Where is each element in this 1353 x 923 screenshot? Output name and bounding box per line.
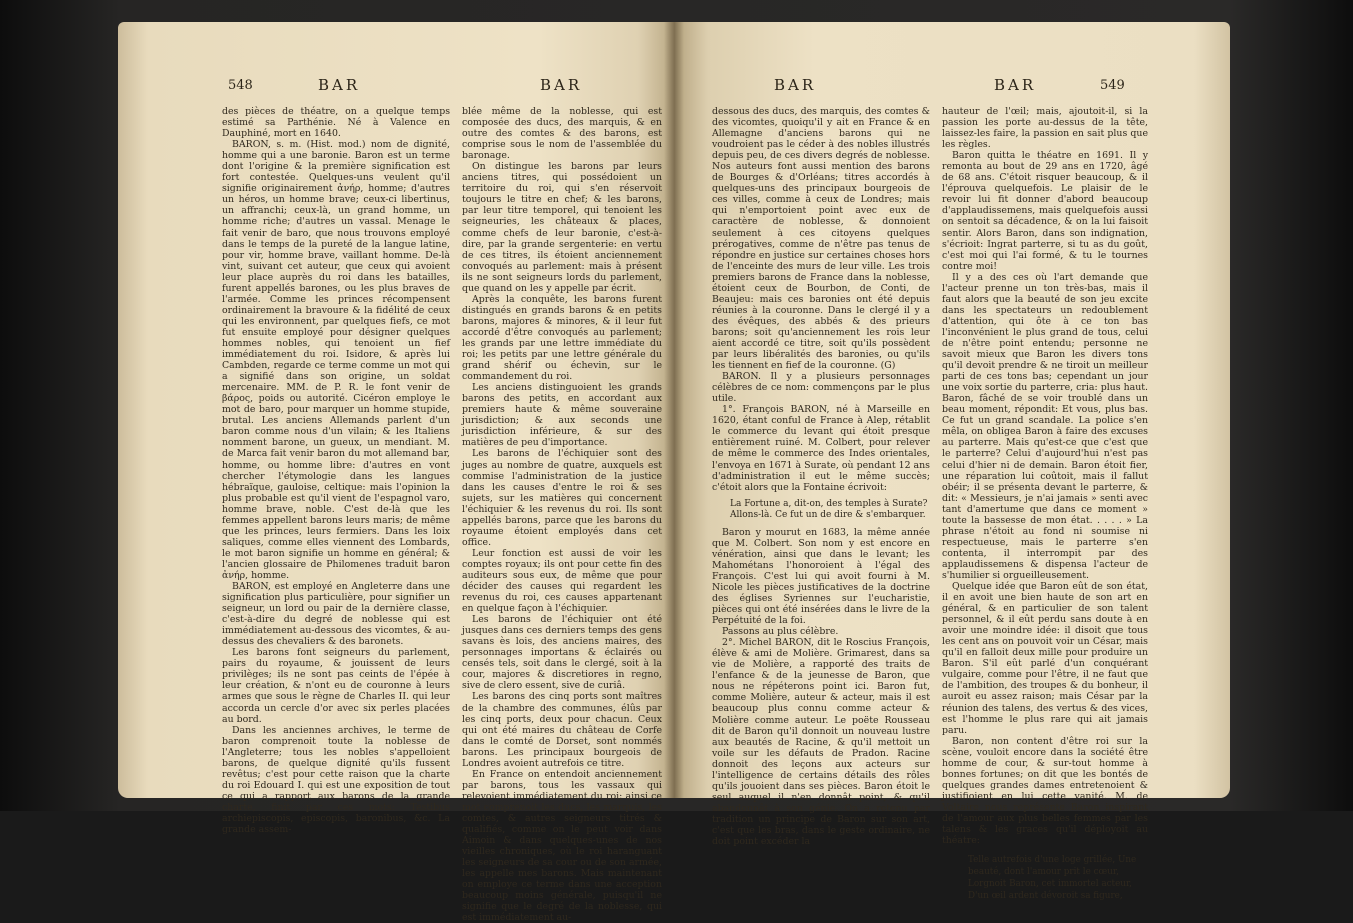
left-header-word-1: BAR xyxy=(318,76,361,94)
paragraph: Il y a des ces où l'art demande que l'acteur prenne un ton très-bas, mais il faut alors que la beauté de son jeu excite dans les spectateurs un redoublement d'attention, qui ôte à ce ton bas l'inconvénient le plus grand de tous, celui de n'être point entendu; personne ne savoit mieux que Baron les divers tons qu'il devoit prendre & ne tiroit un meilleur parti de ces tons bas; cependant un jour une voix sortie du parterre, cria: plus haut. Baron, fâché de se voir troublé dans un beau moment, répondit: Et vous, plus bas. Ce fut un grand scandale. La police s'en mêla, on obligea Baron à faire des excuses au parterre. Mais qu'est-ce que c'est que le parterre? Celui d'aujourd'hui n'est pas celui d'hier ni de demain. Baron étoit fier, une réparation lui coûtoit, mais il fallut obéir; il se présenta devant le parterre, & dit: « Messieurs, je n'ai jamais » senti avec tant d'amertume que dans ce moment » toute la bassesse de mon état. . . . . » La phrase n'étoit au fond ni soumise ni respectueuse, mais le parterre s'en contenta, il interrompit par des applaudissemens & dispensa l'acteur de s'humilier si orgueilleusement. xyxy=(942,271,1148,581)
verse-quote: La Fortune a, dit-on, des temples à Surate? Allons-là. Ce fut un de dire & s'embarquer. xyxy=(730,498,928,520)
paragraph: Dans les anciennes archives, le terme de baron comprenoit toute la noblesse de l'Angleterre; tous les nobles s'appelloient barons, de quelque dignité qu'ils fussent revêtus; c'est pour cette raison que la charte du roi Edouard I. qui est une exposition de tout ce qui a rapport aux barons de la grande charte, finit par ces mots: Testibus archiepiscopis, episcopis, baronibus, &c. La grande assem- xyxy=(222,724,450,836)
paragraph: Les barons de l'échiquier ont été jusques dans ces derniers temps des gens savans ès lois, des anciens maires, des personnages importans & éclairés ou censés tels, soit dans le clergé, soit à la cour, majores & discretiores in regno, sive de clero essent, sive de curiâ. xyxy=(462,614,662,692)
paragraph: Passons au plus célèbre. xyxy=(722,626,839,638)
paragraph: Après la conquête, les barons furent distingués en grands barons & en petits barons, majores & minores, & il leur fut accordé d'être convoqués au parlement; les grands par une lettre immédiate du roi; les petits par une lettre générale du grand shérif ou échevin, sur le commandement du roi. xyxy=(462,293,662,383)
paragraph: blée même de la noblesse, qui est composée des ducs, des marquis, & en outre des comtes & des barons, est comprise sous le nom de l'assemblée du baronage. xyxy=(462,106,662,162)
paragraph: En France on entendoit anciennement par barons, tous les vassaux qui relevoient immédiatement du roi; ainsi ce mot comprenoit les ducs, les marquis, les comtes, & autres seigneurs titrés & qualifiés, comme on le peut voir dans Aimoin & dans quelques-unes de nos vieilles chroniques, où le roi haranguant les seigneurs de sa cour ou de son armée, les appelle mes barons. Mais maintenant on employe ce terme dans une acception beaucoup moins générale, puisqu'il ne signifie que le degré de la noblesse, qui est immédiatement au- xyxy=(462,768,662,923)
paragraph: 2°. Michel BARON, dit le Roscius François, élève & ami de Molière. Grimarest, dans sa vie de Molière, a rapporté des traits de l'enfance & de la jeunesse de Baron, que nous ne répéterons point ici. Baron fut, comme Molière, auteur & acteur, mais il est beaucoup plus connu comme acteur & Molière comme auteur. Le poëte Rousseau dit de Baron qu'il donnoit un nouveau lustre aux beautés de Racine, & qu'il mettoit un voile sur les défauts de Pradon. Racine donnoit des leçons aux acteurs sur l'intelligence de certains détails des rôles qu'ils jouoient dans ses pièces. Baron étoit le seul auquel il n'en donnât point, & qu'il abandonnât à son génie. On a retenu par tradition un principe de Baron sur son art, c'est que les bras, dans le geste ordinaire, ne doit point excéder la xyxy=(712,637,930,848)
right-page xyxy=(674,22,1230,902)
paragraph: Baron, non content d'être roi sur la scène, vouloit encore dans la société être homme de cour, & sur-tout homme à bonnes fortunes; on dit que les bontés de quelques grandes dames entretenoient & justifioient en lui cette vanité. M. de Voltaire nous représente Baron inspirant de l'amour aux plus belles femmes par les talens & les graces qu'il déployoit au théatre: xyxy=(942,735,1148,847)
open-book xyxy=(118,22,1230,923)
paragraph: Les barons des cinq ports sont maîtres de la chambre des communes, élûs par les cinq ports, deux pour chacun. Ceux qui ont été maires du château de Corfe dans le comté de Dorset, sont nommés barons. Les principaux bourgeois de Londres avoient autrefois ce titre. xyxy=(462,691,662,769)
book-gutter xyxy=(664,22,684,798)
right-column-1 xyxy=(712,106,930,848)
left-running-head xyxy=(118,78,674,100)
paragraph: hauteur de l'œil; mais, ajoutoit-il, si la passion les porte au-dessus de la tête, laissez-les faire, la passion en sait plus que les règles. xyxy=(942,106,1148,151)
paragraph: BARON. Il y a plusieurs personnages célèbres de ce nom: commençons par le plus utile. xyxy=(712,371,930,405)
paragraph: Baron quitta le théatre en 1691. Il y remonta au bout de 29 ans en 1720, âgé de 68 ans. C'étoit risquer beaucoup, & il l'éprouva quelquefois. Le plaisir de le revoir lui fit donner d'abord beaucoup d'applaudissemens, mais quelquefois aussi on sentoit sa décadence, & on la lui faisoit sentir. Alors Baron, dans son indignation, s'écrioit: Ingrat parterre, si tu as du goût, c'est moi qui l'ai formé, & tu le tournes contre moi! xyxy=(942,150,1148,272)
paragraph: BARON, est employé en Angleterre dans une signification plus particulière, pour signifier un seigneur, un lord ou pair de la dernière classe, c'est-à-dire du degré de noblesse qui est immédiatement au-dessous des vicomtes, & au-dessus des chevaliers & des baronets. xyxy=(222,581,450,648)
left-page-number: 548 xyxy=(228,78,253,93)
paragraph: BARON, s. m. (Hist. mod.) nom de dignité, homme qui a une baronie. Baron est un terme dont l'origine & la première signification est fort contestée. Quelques-uns veulent qu'il signifie originairement ἀνήρ, homme; d'autres un héros, un homme brave; ceux-ci libertinus, un affranchi; ceux-là, un grand homme, un homme riche; d'autres un vassal. Menage le fait venir de baro, que nous trouvons employé dans le temps de la pureté de la langue latine, pour vir, homme brave, vaillant homme. De-là vint, suivant cet auteur, que ceux qui avoient leur place auprès du roi dans les batailles, furent appellés barones, ou les plus braves de l'armée. Comme les princes récompensent ordinairement la bravoure & la fidélité de ceux qui les environnent, par quelques fiefs, ce mot fut ensuite employé pour désigner quelques hommes nobles, qui tenoient un fief immédiatement du roi. Isidore, & après lui Cambden, regarde ce terme comme un mot qui a signifié dans son origine, un soldat mercenaire. MM. de P. R. le font venir de βάρος, poids ou autorité. Cicéron employe le mot de baro, pour marquer un homme stupide, brutal. Les anciens Allemands parlent d'un baron comme nous d'un vilain; & les Italiens nomment barone, un gueux, un mendiant. M. de Marca fait venir baron du mot allemand bar, homme, ou homme libre: d'autres en vont chercher l'étymologie dans les langues hébraïque, gauloise, celtique: mais l'opinion la plus probable est qu'il vient de l'espagnol varo, homme brave, noble. C'est de-là que les femmes appellent barons leurs maris; de même que les princes, leurs fermiers. Dans les loix saliques, comme elles viennent des Lombards, le mot baron signifie un homme en général; & l'ancien glossaire de Philomenes traduit baron ἀνήρ, homme. xyxy=(222,139,450,581)
right-header-word-2: BAR xyxy=(994,76,1037,94)
left-page xyxy=(118,22,674,923)
paragraph: On distingue les barons par leurs anciens titres, qui possédoient un territoire du roi, qui s'en réservoit toujours le titre en chef; & les barons, par leur titre temporel, qui tenoient les seigneuries, les châteaux & places, comme chefs de leur baronie, c'est-à-dire, par la grande sergenterie: en vertu de ces titres, ils étoient anciennement convoqués au parlement: mais à présent ils ne sont seigneurs lords du parlement, que quand on les y appelle par écrit. xyxy=(462,161,662,294)
left-column-2 xyxy=(462,106,662,923)
left-column-1 xyxy=(222,106,450,836)
right-column-2 xyxy=(942,106,1148,902)
left-header-word-2: BAR xyxy=(540,76,583,94)
paragraph: Les barons font seigneurs du parlement, pairs du royaume, & jouissent de leurs privilèges; ils ne sont pas ceints de l'épée à leur création, & n'ont eu de couronne à leurs armes que sous le règne de Charles II. qui leur accorda un cercle d'or avec six perles placées au bord. xyxy=(222,647,450,725)
paragraph: des pièces de théatre, on a quelque temps estimé sa Parthénie. Né à Valence en Dauphiné, mort en 1640. xyxy=(222,106,450,140)
paragraph: Quelque idée que Baron eût de son état, il en avoit une bien haute de son art en général, & en particulier de son talent personnel, & il eût perdu sans doute à en avoir une moindre idée: il disoit que tous les cent ans on pouvoit voir un César, mais qu'il en falloit deux mille pour produire un Baron. S'il eût parlé d'un conquérant vulgaire, comme pour l'être, il ne faut que de l'ambition, des troupes & du bonheur, il auroit eu assez raison; mais César par la réunion des talens, des vertus & des vices, est l'homme le plus rare qui ait jamais paru. xyxy=(942,581,1148,736)
paragraph: Les barons de l'échiquier sont des juges au nombre de quatre, auxquels est commise l'administration de la justice dans les causes d'entre le roi & ses sujets, sur les matières qui concernent l'échiquier & les revenus du roi. Ils sont appellés barons, parce que les barons du royaume étoient employés dans cet office. xyxy=(462,448,662,548)
right-page-number: 549 xyxy=(1100,78,1125,93)
right-header-word-1: BAR xyxy=(774,76,817,94)
paragraph: Les anciens distinguoient les grands barons des petits, en accordant aux premiers haute & même souveraine jurisdiction; & aux seconds une jurisdiction inférieure, & sur des matières de peu d'importance. xyxy=(462,382,662,449)
paragraph: Leur fonction est aussi de voir les comptes royaux; ils ont pour cette fin des auditeurs sous eux, de même que pour décider des causes qui regardent les revenus du roi, ces causes appartenant en quelque façon à l'échiquier. xyxy=(462,547,662,615)
paragraph: dessous des ducs, des marquis, des comtes & des vicomtes, quoiqu'il y ait en France & en Allemagne d'anciens barons qui ne voudroient pas le céder à des nobles illustrés depuis peu, de ces divers degrés de noblesse. Nos auteurs font aussi mention des barons de Bourges & d'Orléans; titres accordés à quelques-uns des principaux bourgeois de ces villes, comme à ceux de Londres; mais qui n'emportoient point avec eux de caractère de noblesse, & donnoient seulement à ces citoyens quelques prérogatives, comme de n'être pas tenus de répondre en justice sur certaines choses hors de l'enceinte des murs de leur ville. Les trois premiers barons de France dans la noblesse, étoient ceux de Bourbon, de Conti, de Beaujeu: mais ces baronies ont été depuis réunies à la couronne. Dans le clergé il y a des évêques, des abbés & des prieurs barons; soit qu'anciennement les rois leur aient accordé ce titre, soit qu'ils possèdent par leurs libéralités des baronies, ou qu'ils les tiennent en fief de la couronne. (G) xyxy=(712,106,930,372)
paragraph: Baron y mourut en 1683, la même année que M. Colbert. Son nom y est encore en vénération, ainsi que dans le levant; les Mahométans l'honoroient à l'égal des François. C'est lui qui avoit fourni à M. Nicole les pièces justificatives de la doctrine des églises Syriennes sur l'eucharistie, pièces qui ont été insérées dans le livre de la Perpétuité de la foi. xyxy=(712,526,930,627)
paragraph: 1°. François BARON, né à Marseille en 1620, étant conful de France à Alep, rétablit le commerce du levant qui étoit presque entièrement ruiné. M. Colbert, pour relever de même le commerce des Indes orientales, l'envoya en 1671 à Surate, où pendant 12 ans d'administration il eut le même succès; c'étoit alors que la Fontaine écrivoit: xyxy=(712,404,930,493)
verse-quote: Telle autrefois d'une loge grillée, Une beauté, dont l'amour prit le cœur, Lorgnoit Baron, cet immortel acteur, D'un œil ardent dévoroit sa figure, xyxy=(968,855,1137,902)
right-running-head xyxy=(674,78,1230,100)
